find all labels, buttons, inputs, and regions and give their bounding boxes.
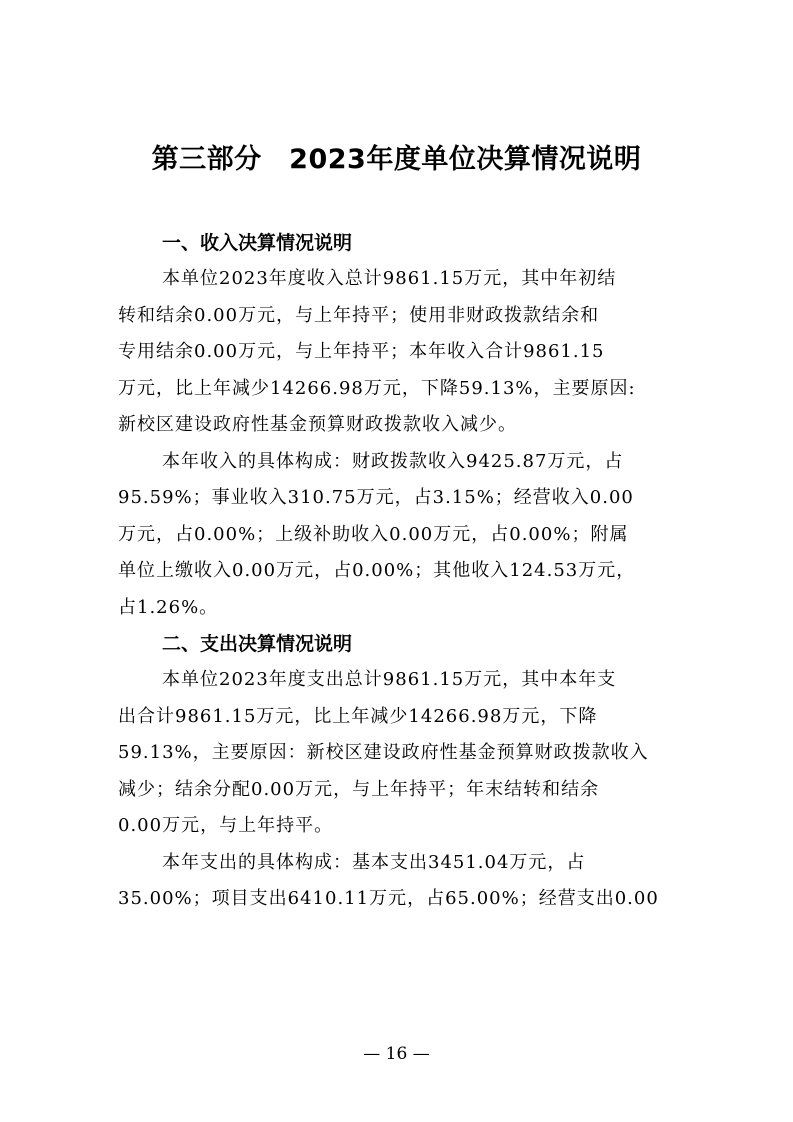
text-line: 本单位2023年度支出总计9861.15万元，其中本年支 (162, 669, 617, 690)
paragraph-expenditure-composition (118, 845, 678, 918)
text-line: 0.00万元，与上年持平。 (118, 815, 334, 836)
text-line: 占1.26%。 (118, 596, 219, 618)
text-line: 万元，占0.00%；上级补助收入0.00万元，占0.00%；附属 (118, 523, 629, 545)
text-line: 95.59%；事业收入310.75万元，占3.15%；经营收入0.00 (118, 487, 634, 508)
paragraph-expenditure-summary (118, 662, 678, 845)
text-line: 出合计9861.15万元，比上年减少14266.98万元，下降 (118, 705, 598, 727)
section-heading-income: 一、收入决算情况说明 (162, 232, 353, 254)
page-number: — 16 — (363, 1044, 430, 1064)
text-line: 59.13%，主要原因：新校区建设政府性基金预算财政拨款收入 (118, 742, 649, 763)
text-line: 单位上缴收入0.00万元，占0.00%；其他收入124.53万元， (118, 560, 636, 581)
page-title: 第三部分 2023年度单位决算情况说明 (151, 144, 642, 175)
text-line: 本年收入的具体构成：财政拨款收入9425.87万元，占 (162, 450, 624, 472)
text-line: 35.00%；项目支出6410.11万元，占65.00%；经营支出0.00 (118, 888, 659, 909)
text-line: 减少；结余分配0.00万元，与上年持平；年末结转和结余 (118, 778, 600, 800)
document-body (118, 225, 678, 918)
text-line: 新校区建设政府性基金预算财政拨款收入减少。 (118, 414, 517, 435)
paragraph-income-summary (118, 261, 678, 444)
text-line: 专用结余0.00万元，与上年持平；本年收入合计9861.15 (118, 341, 605, 362)
section-heading-expenditure: 二、支出决算情况说明 (162, 633, 353, 655)
paragraph-income-composition (118, 444, 678, 627)
text-line: 转和结余0.00万元，与上年持平；使用非财政拨款结余和 (118, 304, 600, 326)
text-line: 本年支出的具体构成：基本支出3451.04万元，占 (162, 851, 586, 873)
text-line: 万元，比上年减少14266.98万元，下降59.13%，主要原因: (118, 377, 636, 399)
text-line: 本单位2023年度收入总计9861.15万元，其中年初结 (162, 268, 617, 289)
